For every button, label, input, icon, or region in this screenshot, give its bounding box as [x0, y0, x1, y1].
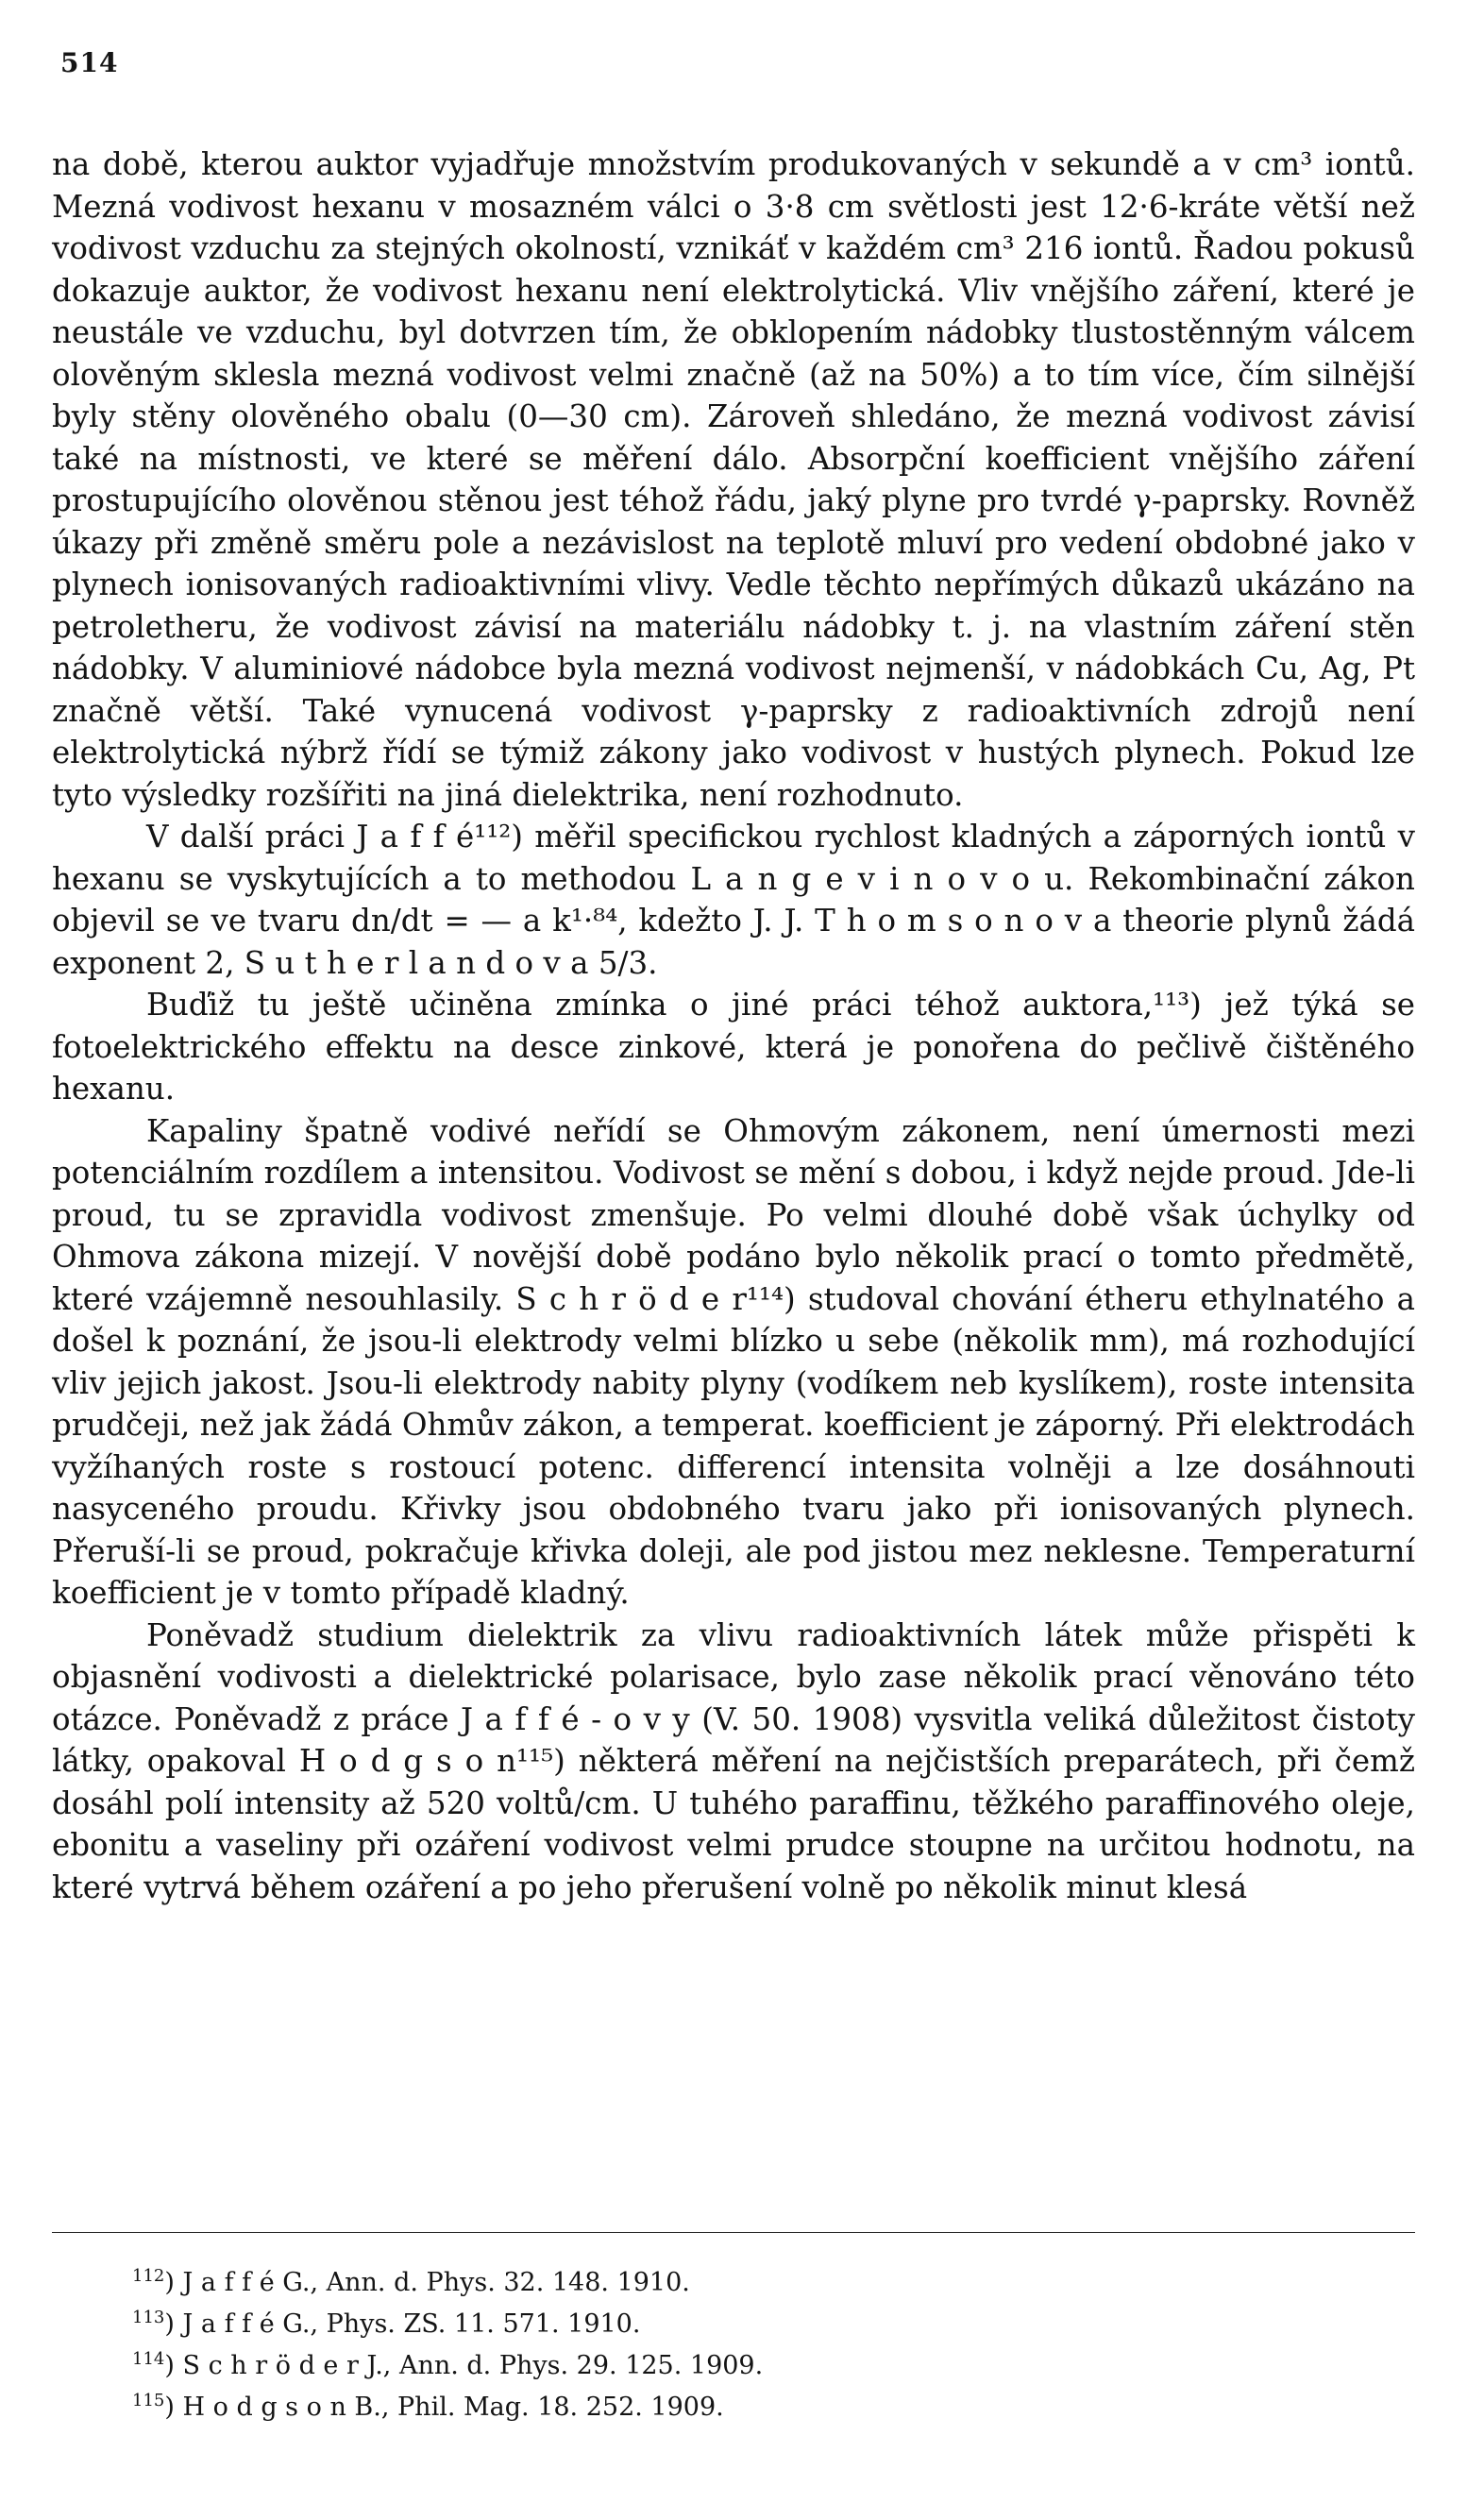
footnote: $^{115}$) H o d g s o n B., Phil. Mag. 18. 252. 1909.: [132, 2391, 724, 2422]
paragraph: Buďiž tu ještě učiněna zmínka o jiné práci téhož auktora,¹¹³) jež týká se fotoelektrického effektu na desce zinkové, která je ponořena do pečlivě čištěného hexanu.: [52, 987, 1415, 1107]
footnote-text: J a f f é G., Ann. d. Phys. 32. 148. 1910.: [182, 2268, 690, 2297]
footnote: $^{112}$) J a f f é G., Ann. d. Phys. 32. 148. 1910.: [132, 2266, 690, 2297]
page-number: 514: [60, 47, 119, 78]
footnotes: [132, 2258, 763, 2425]
footnote-number: 115: [132, 2391, 165, 2410]
footnote-separator: [52, 2232, 1415, 2233]
paragraph: na době, kterou auktor vyjadřuje množstvím produkovaných v sekundě a v cm³ iontů. Mezná vodivost hexanu v mosazném válci o 3·8 cm světlosti jest 12·6-kráte větší než vodivost vzduchu za stejných okolností, vznikáť v každém cm³ 216 iontů. Řadou pokusů dokazuje auktor, že vodivost hexanu není elektrolytická. Vliv vnějšího záření, které je neustále ve vzduchu, byl dotvrzen tím, že obklopením nádobky tlustostěnným válcem olověným sklesla mezná vodivost velmi značně (až na 50%) a to tím více, čím silnější byly stěny olověného obalu (0—30 cm). Zároveň shledáno, že mezná vodivost závisí také na místnosti, ve které se měření dálo. Absorpční koefficient vnějšího záření prostupujícího olověnou stěnou jest téhož řádu, jaký plyne pro tvrdé γ-paprsky. Rovněž úkazy při změně směru pole a nezávislost na teplotě mluví pro vedení obdobné jako v plynech ionisovaných radioaktivními vlivy. Vedle těchto nepřímých důkazů ukázáno na petroletheru, že vodivost závisí na materiálu nádobky t. j. na vlastním záření stěn nádobky. V aluminiové nádobce byla mezná vodivost nejmenší, v nádobkách Cu, Ag, Pt značně větší. Také vynucená vodivost γ-paprsky z radioaktivních zdrojů není elektrolytická nýbrž řídí se týmiž zákony jako vodivost v hustých plynech. Pokud lze tyto výsledky rozšířiti na jiná dielektrika, není rozhodnuto.: [52, 146, 1415, 813]
footnote-text: J a f f é G., Phys. ZS. 11. 571. 1910.: [182, 2309, 641, 2339]
footnote-text: S c h r ö d e r J., Ann. d. Phys. 29. 125. 1909.: [182, 2351, 764, 2380]
paragraph: Poněvadž studium dielektrik za vlivu radioaktivních látek může přispěti k objasnění vodivosti a dielektrické polarisace, bylo zase několik prací věnováno této otázce. Poněvadž z práce J a f f é - o v y (V. 50. 1908) vysvitla veliká důležitost čistoty látky, opakoval H o d g s o n¹¹⁵) některá měření na nejčistších preparátech, při čemž dosáhl polí intensity až 520 voltů/cm. U tuhého paraffinu, těžkého paraffinového oleje, ebonitu a vaseliny při ozáření vodivost velmi prudce stoupne na určitou hodnotu, na které vytrvá během ozáření a po jeho přerušení volně po několik minut klesá: [52, 1616, 1415, 1905]
paragraph: V další práci J a f f é¹¹²) měřil specifickou rychlost kladných a záporných iontů v hexanu se vyskytujících a to methodou L a n g e v i n o v o u. Rekombinační zákon objevil se ve tvaru dn/dt = — a k¹·⁸⁴, kdežto J. J. T h o m s o n o v a theorie plynů žádá exponent 2, S u t h e r l a n d o v a 5/3.: [52, 819, 1415, 981]
paragraph: Kapaliny špatně vodivé neřídí se Ohmovým zákonem, není úmernosti mezi potenciálním rozdílem a intensitou. Vodivost se mění s dobou, i když nejde proud. Jde-li proud, tu se zpravidla vodivost zmenšuje. Po velmi dlouhé době však úchylky od Ohmova zákona mizejí. V novější době podáno bylo několik prací o tomto předmětě, které vzájemně nesouhlasily. S c h r ö d e r¹¹⁴) studoval chování étheru ethylnatého a došel k poznání, že jsou-li elektrody velmi blízko u sebe (několik mm), má rozhodující vliv jejich jakost. Jsou-li elektrody nabity plyny (vodíkem neb kyslíkem), roste intensita prudčeji, než jak žádá Ohmův zákon, a temperat. koefficient je záporný. Při elektrodách vyžíhaných roste s rostoucí potenc. differencí intensita volněji a lze dosáhnouti nasyceného proudu. Křivky jsou obdobného tvaru jako při ionisovaných plynech. Přeruší-li se proud, pokračuje křivka doleji, ale pod jistou mez neklesne. Temperaturní koefficient je v tomto případě kladný.: [52, 1112, 1415, 1611]
footnote-number: 112: [132, 2266, 165, 2286]
footnote: $^{113}$) J a f f é G., Phys. ZS. 11. 571. 1910.: [132, 2308, 641, 2339]
footnote-text: H o d g s o n B., Phil. Mag. 18. 252. 1909.: [182, 2393, 724, 2422]
body-text: [52, 144, 1415, 1908]
footnote: $^{114}$) S c h r ö d e r J., Ann. d. Phys. 29. 125. 1909.: [132, 2349, 764, 2380]
footnote-number: 114: [132, 2349, 165, 2369]
footnote-number: 113: [132, 2308, 165, 2327]
